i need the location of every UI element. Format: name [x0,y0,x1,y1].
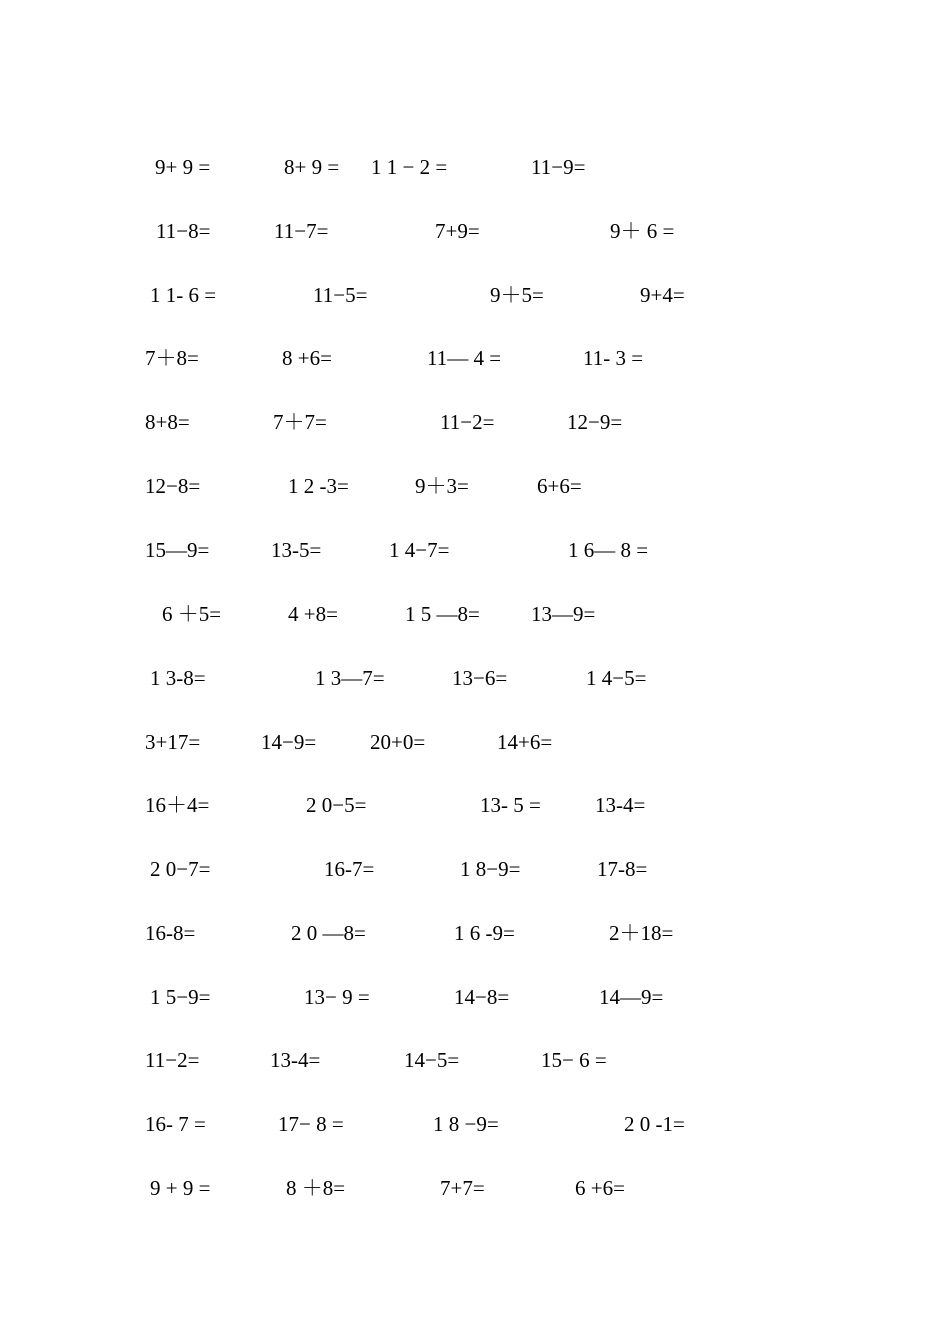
math-problem: 14−5= [404,1048,460,1072]
math-problem: 11−5= [313,283,368,307]
math-problem: 12−9= [567,410,623,434]
math-problem: 16- 7 = [145,1112,206,1136]
math-problem: 1 4−5= [586,666,647,690]
math-problem: 2 0−5= [306,793,367,817]
math-problem: 11−7= [274,219,329,243]
math-problem: 2 0 -1= [624,1112,685,1136]
math-problem: 2 0 —8= [291,921,366,945]
math-problem: 13—9= [531,602,596,626]
math-problem: 8 ＋8= [286,1176,346,1200]
math-problem: 15—9= [145,538,210,562]
math-problem: 11−2= [145,1048,200,1072]
math-problem: 1 1 − 2 = [371,155,448,179]
math-problem: 1 6— 8 = [568,538,649,562]
math-problem: 9+ 9 = [155,155,211,179]
problem-row [0,724,950,760]
math-problem: 7+7= [440,1176,485,1200]
math-problem: 15− 6 = [541,1048,607,1072]
math-problem: 1 3—7= [315,666,385,690]
math-problem: 13−6= [452,666,508,690]
math-problem: 14—9= [599,985,664,1009]
math-problem: 2＋18= [609,921,674,945]
math-problem: 16-8= [145,921,196,945]
math-problem: 14−8= [454,985,510,1009]
math-problem: 9 + 9 = [150,1176,211,1200]
math-problem: 17-8= [597,857,648,881]
math-problem: 11— 4 = [427,346,502,370]
problem-row [0,468,950,504]
problem-row [0,213,950,249]
math-problem: 14+6= [497,730,553,754]
problem-row [0,979,950,1015]
math-problem: 1 5 —8= [405,602,480,626]
problem-row [0,532,950,568]
math-problem: 9＋ 6 = [610,219,675,243]
math-problem: 7＋7= [273,410,327,434]
math-problem: 12−8= [145,474,201,498]
math-problem: 13-5= [271,538,322,562]
math-problem: 4 +8= [288,602,338,626]
math-problem: 8+ 9 = [284,155,340,179]
math-problem: 13-4= [595,793,646,817]
problem-row [0,340,950,376]
math-problem: 2 0−7= [150,857,211,881]
problem-row [0,404,950,440]
math-problem: 6 ＋5= [162,602,222,626]
math-problem: 7+9= [435,219,480,243]
math-problem: 1 1- 6 = [150,283,217,307]
math-problem: 16-7= [324,857,375,881]
math-problem: 11- 3 = [583,346,644,370]
math-problem: 1 8 −9= [433,1112,499,1136]
math-problem: 1 6 -9= [454,921,515,945]
math-problem: 11−9= [531,155,586,179]
math-problem: 16＋4= [145,793,210,817]
math-problem: 1 8−9= [460,857,521,881]
math-problem: 7＋8= [145,346,199,370]
problem-row [0,149,950,185]
math-problem: 1 5−9= [150,985,211,1009]
math-problem: 1 2 -3= [288,474,349,498]
math-problem: 6+6= [537,474,582,498]
math-problem: 1 3-8= [150,666,206,690]
problem-row [0,660,950,696]
math-problem: 3+17= [145,730,201,754]
math-problem: 14−9= [261,730,317,754]
math-problem: 11−2= [440,410,495,434]
math-problem: 9+4= [640,283,685,307]
problem-row [0,1106,950,1142]
math-problem: 1 4−7= [389,538,450,562]
problem-row [0,851,950,887]
math-problem: 8 +6= [282,346,332,370]
math-problem: 11−8= [156,219,211,243]
math-problem: 6 +6= [575,1176,625,1200]
math-problem: 9＋3= [415,474,469,498]
problem-row [0,277,950,313]
problem-row [0,1042,950,1078]
math-problem: 13-4= [270,1048,321,1072]
math-problem: 13− 9 = [304,985,370,1009]
math-problem: 13- 5 = [480,793,541,817]
math-problem: 17− 8 = [278,1112,344,1136]
problem-row [0,787,950,823]
problem-row [0,596,950,632]
math-problem: 20+0= [370,730,426,754]
math-problem: 9＋5= [490,283,544,307]
math-problem: 8+8= [145,410,190,434]
problem-row [0,1170,950,1206]
problem-row [0,915,950,951]
